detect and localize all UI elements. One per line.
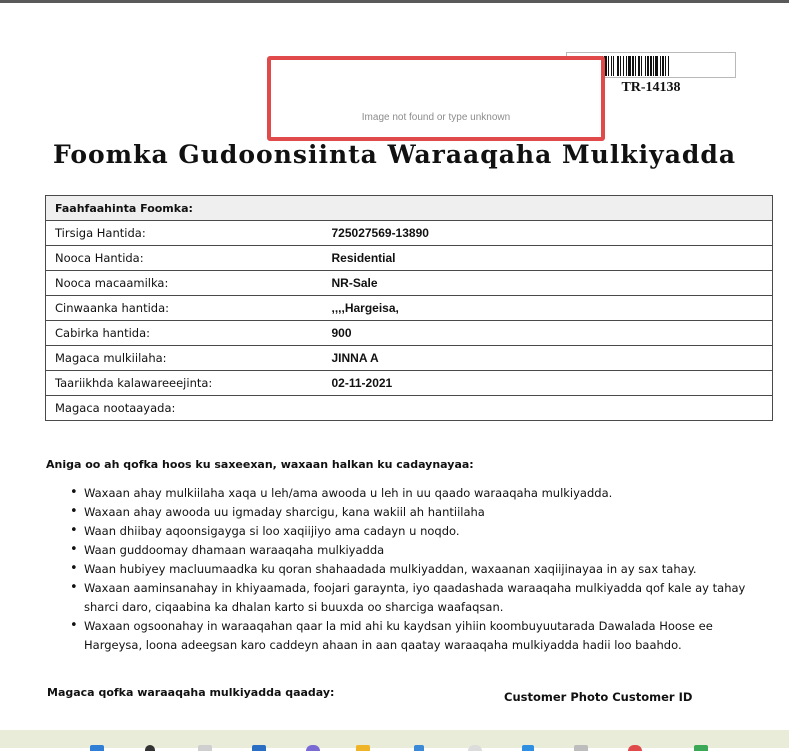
document-title: Foomka Gudoonsiinta Waraaqaha Mulkiyadda [52, 140, 737, 169]
table-row [46, 396, 773, 421]
edge-icon[interactable] [414, 745, 424, 751]
taskbar [0, 730, 789, 748]
declaration-intro: Aniga oo ah qofka hoos ku saxeexan, waxaan halkan ku cadaynayaa: [46, 458, 474, 471]
list-item: • Waan hubiyey macluumaadka ku qoran shahaadada mulkiyaddan, waxaanan xaqiijinayaa in ay sax tahay. [70, 560, 750, 579]
row-label: Nooca macaamilka: [46, 271, 323, 296]
search-icon[interactable] [145, 745, 155, 751]
settings-icon[interactable] [574, 745, 588, 751]
photo-id-label: Customer Photo Customer ID [504, 690, 693, 704]
row-value: 02-11-2021 [323, 371, 773, 396]
row-value: Residential [323, 246, 773, 271]
list-item: • Waxaan ahay mulkiilaha xaqa u leh/ama awooda u leh in uu qaado waraaqaha mulkiyadda. [70, 484, 750, 503]
details-table [45, 195, 773, 421]
table-row [46, 321, 773, 346]
image-placeholder [267, 56, 605, 141]
table-row [46, 346, 773, 371]
table-row [46, 371, 773, 396]
row-label: Magaca mulkiilaha: [46, 346, 323, 371]
chat-icon[interactable] [306, 745, 320, 751]
row-label: Magaca nootaayada: [46, 396, 323, 421]
owner-name-label: Magaca qofka waraaqaha mulkiyadda qaaday: [47, 686, 335, 699]
list-item: • Waxaan ogsoonahay in waraaqahan qaar la mid ahi ku kaydsan yihiin koombuyuutarada Dawalada Hoose ee Hargeysa, loona adeegsan karo caddeyn ahaan in aan qaatay waraaqaha mulkiyadda hadii loo baahdo. [70, 617, 750, 655]
row-value: 900 [323, 321, 773, 346]
list-item: • Waan guddoomay dhamaan waraaqaha mulkiyadda [70, 541, 750, 560]
list-item: • Waan dhiibay aqoonsigayga si loo xaqiijiyo ama cadayn u noqdo. [70, 522, 750, 541]
chrome-icon[interactable] [628, 745, 642, 751]
row-label: Taariikhda kalawareeejinta: [46, 371, 323, 396]
store-icon[interactable] [468, 745, 482, 751]
mail-icon[interactable] [522, 745, 534, 751]
table-row [46, 221, 773, 246]
declaration-list [70, 484, 750, 655]
list-item: • Waxaan ahay awooda uu igmaday sharcigu, kana wakiil ah hantiilaha [70, 503, 750, 522]
table-heading: Faahfaahinta Foomka: [46, 196, 773, 221]
row-value: 725027569-13890 [323, 221, 773, 246]
row-label: Cabirka hantida: [46, 321, 323, 346]
table-row [46, 246, 773, 271]
window-top-edge [0, 0, 789, 3]
table-header-row [46, 196, 773, 221]
app-icon[interactable] [252, 745, 266, 751]
list-item: • Waxaan aaminsanahay in khiyaamada, foojari garaynta, iyo qaadashada waraaqaha mulkiyadda qof kale ay tahay sharci daro, ciqaabina ka dhalan karto si buuxda oo sharciga waafaqsan. [70, 579, 750, 617]
image-placeholder-text: Image not found or type unknown [361, 112, 511, 123]
row-label: Tirsiga Hantida: [46, 221, 323, 246]
row-label: Cinwaanka hantida: [46, 296, 323, 321]
row-value: JINNA A [323, 346, 773, 371]
windows-start-icon[interactable] [90, 745, 104, 751]
folder-icon[interactable] [356, 745, 370, 751]
row-value [323, 396, 773, 421]
row-value: NR-Sale [323, 271, 773, 296]
table-row [46, 271, 773, 296]
row-value: ,,,,Hargeisa, [323, 296, 773, 321]
reference-number: TR-14138 [621, 80, 681, 95]
spreadsheet-icon[interactable] [694, 745, 708, 751]
task-view-icon[interactable] [198, 745, 212, 751]
table-row [46, 296, 773, 321]
row-label: Nooca Hantida: [46, 246, 323, 271]
